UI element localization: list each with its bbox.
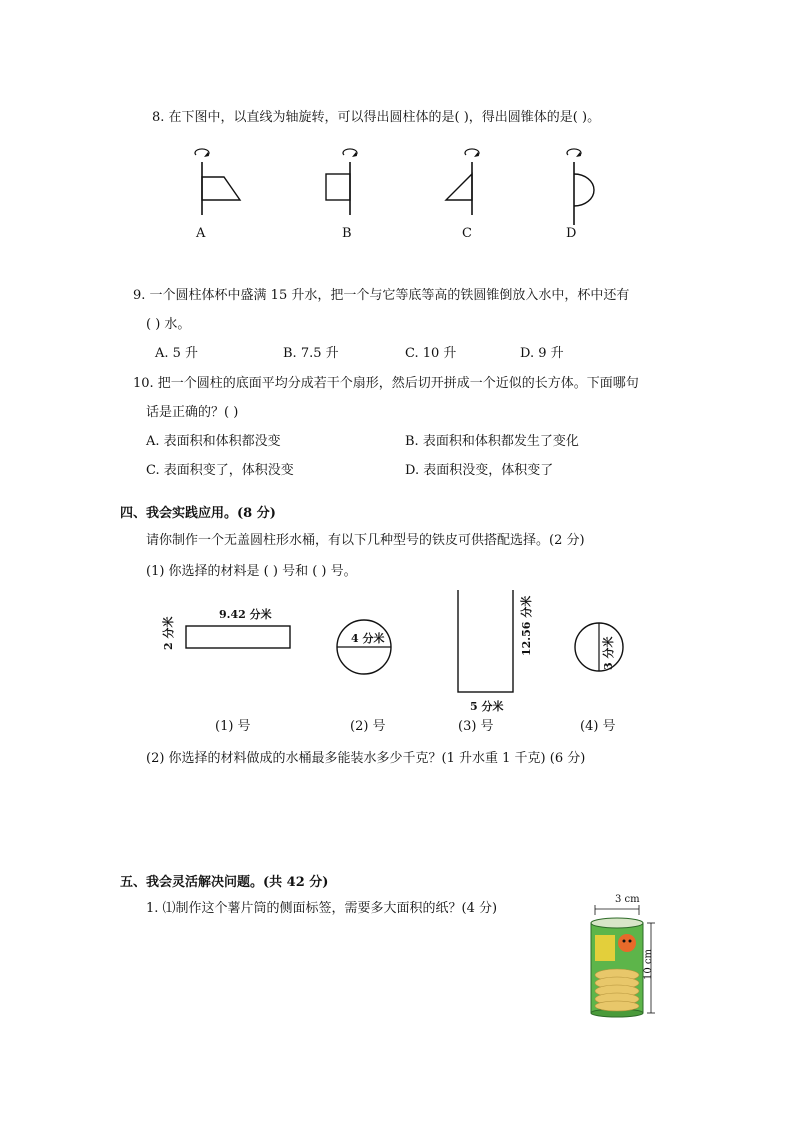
q10-option-b: B. 表面积和体积都发生了变化 [405, 434, 579, 449]
label-c: C [462, 226, 472, 241]
section5-heading: 五、我会灵活解决问题。(共 42 分) [120, 875, 329, 890]
figure-a [195, 149, 240, 215]
section5-q1: 1. ⑴制作这个薯片筒的侧面标签，需要多大面积的纸？(4 分) [146, 901, 498, 916]
q10-option-c: C. 表面积变了，体积没变 [146, 463, 294, 478]
can-height-label: 10 cm [643, 949, 654, 980]
q9-option-d: D. 9 升 [520, 346, 564, 361]
dim-rect1-width: 9.42 分米 [219, 608, 272, 621]
label-a: A [196, 226, 206, 241]
q9-option-c: C. 10 升 [405, 346, 457, 361]
dim-rect3-height: 12.56 分米 [520, 595, 533, 656]
dim-rect3-width: 5 分米 [470, 700, 504, 713]
q9-line2: ( ) 水。 [146, 317, 191, 332]
material-label-4: (4) 号 [580, 719, 616, 734]
figure-c [446, 149, 479, 215]
dim-circle4: 3 分米 [602, 636, 615, 670]
material-label-1: (1) 号 [215, 719, 251, 734]
q10-line2: 话是正确的？( ) [146, 405, 239, 420]
q10-line1: 10. 把一个圆柱的底面平均分成若干个扇形，然后切开拼成一个近似的长方体。下面哪句 [133, 376, 639, 391]
dim-circle2: 4 分米 [351, 632, 385, 645]
section4-q2: (2) 你选择的材料做成的水桶最多能装水多少千克？(1 升水重 1 千克) (6 分) [146, 751, 586, 766]
material-1-rect [186, 626, 290, 648]
material-3-rect [458, 590, 513, 692]
section4-intro: 请你制作一个无盖圆柱形水桶，有以下几种型号的铁皮可供搭配选择。(2 分) [146, 533, 585, 548]
q9-option-a: A. 5 升 [155, 346, 199, 361]
q9-option-b: B. 7.5 升 [283, 346, 339, 361]
figure-b [326, 149, 357, 215]
q9-line1: 9. 一个圆柱体杯中盛满 15 升水，把一个与它等底等高的铁圆锥倒放入水中，杯中还有 [133, 288, 630, 303]
q8-text: 8. 在下图中，以直线为轴旋转，可以得出圆柱体的是( )，得出圆锥体的是( )。 [152, 110, 601, 125]
figure-d [567, 149, 594, 225]
q10-option-d: D. 表面积没变，体积变了 [405, 463, 554, 478]
label-b: B [342, 226, 352, 241]
label-d: D [566, 226, 577, 241]
section4-heading: 四、我会实践应用。(8 分) [120, 506, 276, 521]
dim-rect1-height: 2 分米 [162, 616, 175, 650]
material-label-3: (3) 号 [458, 719, 494, 734]
section4-q1: (1) 你选择的材料是 ( ) 号和 ( ) 号。 [146, 564, 357, 579]
q8-figures [170, 140, 630, 250]
can-width-label: 3 cm [615, 894, 640, 905]
material-label-2: (2) 号 [350, 719, 386, 734]
q10-option-a: A. 表面积和体积都没变 [146, 434, 281, 449]
